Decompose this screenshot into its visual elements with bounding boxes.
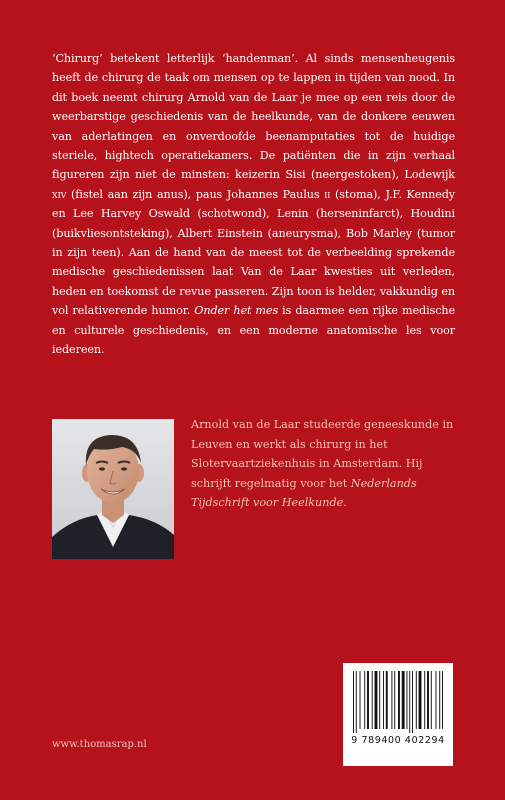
barcode-bar: [386, 671, 388, 729]
barcode-bar: [383, 671, 384, 729]
author-bio: [191, 415, 456, 513]
author-bio-end: .: [343, 496, 347, 510]
barcode-bar: [406, 671, 407, 729]
barcode-bar: [412, 671, 413, 733]
barcode-bar: [424, 671, 425, 729]
blurb-text-2: (fistel aan zijn anus), paus Johannes Paulus: [66, 187, 325, 201]
author-portrait-image: [52, 419, 174, 559]
barcode-bar: [375, 671, 378, 729]
book-blurb: [52, 49, 455, 360]
barcode-bar: [353, 671, 354, 733]
author-bio-journal: Nederlands Tijdschrift voor Heelkunde: [191, 476, 417, 510]
author-bio-text: Arnold van de Laar studeerde geneeskunde in Leuven en werkt als chirurg in het Slotervaartziekenhuis in Amsterdam. Hij schrijft regelmatig voor het: [191, 418, 454, 490]
barcode-bar: [360, 671, 361, 729]
barcode-bar: [416, 671, 417, 729]
barcode-bar: [442, 671, 443, 729]
barcode-bar: [398, 671, 400, 729]
author-photo: [52, 419, 174, 559]
blurb-book-title: Onder het mes: [194, 304, 279, 318]
isbn-digits: 9 789400 402294: [351, 735, 445, 746]
barcode-bar: [379, 671, 380, 729]
barcode-bar: [356, 671, 357, 733]
barcode-bars: [353, 671, 443, 733]
barcode-bar: [419, 671, 422, 729]
blurb-roman-numeral-1: xiv: [52, 187, 67, 201]
blurb-text-3: (stoma), J.F. Kennedy en Lee Harvey Oswald (schotwond), Lenin (herseninfarct), Houdini (buikvliesontsteking), Albert Einstein (aneurysma), Bob Marley (tumor in zijn teen). Aan de hand van de meest tot de verbeelding sprekende medische geschiedenissen laat Van de Laar kwesties uit verleden, heden en toekomst de revue passeren. Zijn toon is helder, vakkundig en vol relativerende humor.: [52, 187, 455, 318]
barcode-bar: [409, 671, 410, 733]
barcode-bar: [402, 671, 405, 729]
barcode-bar: [391, 671, 392, 729]
barcode-bar: [436, 671, 437, 729]
blurb-roman-numeral-2: ii: [324, 187, 331, 201]
blurb-text-1: ‘Chirurg’ betekent letterlijk ‘handenman’. Al sinds mensenheugenis heeft de chirurg de taak om mensen op te lappen in tijden van nood. In dit boek neemt chirurg Arnold van de Laar je mee op een reis door de weerbarstige geschiedenis van de heelkunde, van de donkere eeuwen van aderlatingen en onverdoofde beenamputaties tot de huidige steriele, hightech operatiekamers. De patiënten die in zijn verhaal figureren zijn niet de minsten: keizerin Sisi (neergestoken), Lodewijk: [52, 52, 455, 182]
barcode-bar: [427, 671, 429, 729]
barcode-bar: [367, 671, 369, 729]
barcode-bar: [439, 671, 440, 729]
barcode-bar: [431, 671, 432, 729]
barcode-bar: [364, 671, 365, 729]
barcode-bar: [372, 671, 373, 729]
barcode-bar: [394, 671, 395, 729]
blurb-text-4: is daarmee een rijke medische en culturele geschiedenis, en een moderne anatomische les voor iedereen.: [52, 304, 456, 357]
isbn-barcode: [343, 663, 453, 766]
publisher-website: www.thomasrap.nl: [52, 739, 147, 750]
